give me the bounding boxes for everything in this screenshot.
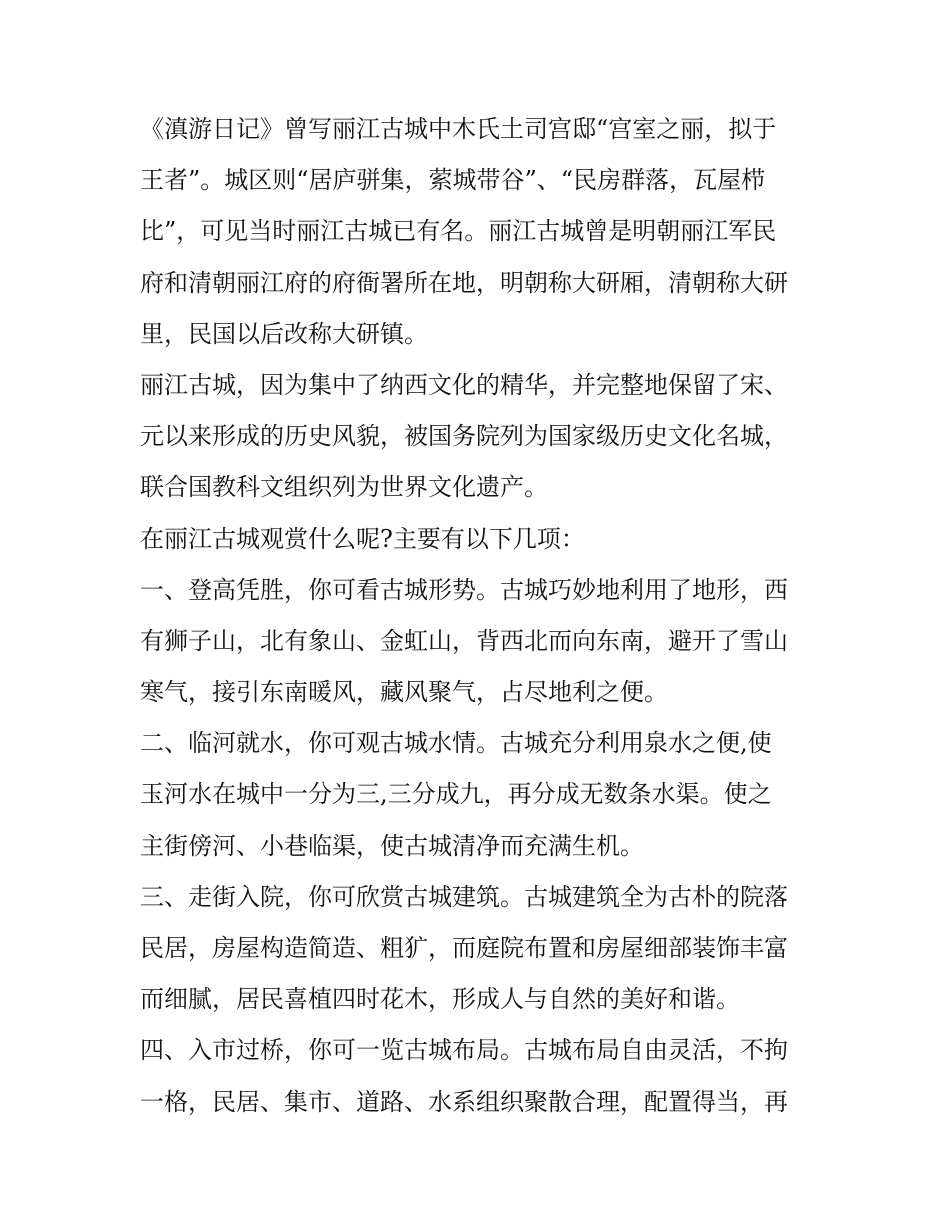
text-line: 里，民国以后改称大研镇。 [140,319,428,348]
text-line: 玉河水在城中一分为三,三分成九，再分成无数条水渠。使之 [140,780,772,809]
text-line: 民居，房屋构造简造、粗犷，而庭院布置和房屋细部装饰丰富 [140,934,788,962]
document-body [140,104,820,1128]
paragraph-item-one [140,565,820,719]
text-line: 一、登高凭胜，你可看古城形势。古城巧妙地利用了地形，西 [140,575,788,604]
text-line: 二、临河就水，你可观古城水情。古城充分利用泉水之便,使 [140,729,772,758]
text-line: 《滇游日记》曾写丽江古城中木氏土司宫邸“宫室之丽，拟于 [140,115,777,143]
text-line: 四、入市过桥，你可一览古城布局。古城布局自由灵活，不拘 [140,1036,788,1065]
paragraph-item-four [140,1025,820,1127]
text-line: 丽江古城，因为集中了纳西文化的精华，并完整地保留了宋、 [140,370,788,399]
text-line: 比”，可见当时丽江古城已有名。丽江古城曾是明朝丽江军民 [140,217,777,246]
text-line: 在丽江古城观赏什么呢?主要有以下几项： [140,524,585,553]
text-line: 主街傍河、小巷临渠，使古城清净而充满生机。 [140,831,644,860]
paragraph-history [140,104,820,360]
text-line: 一格，民居、集市、道路、水系组织聚散合理，配置得当，再 [140,1087,788,1116]
text-line: 寒气，接引东南暖风，藏风聚气，占尽地利之便。 [140,678,668,707]
text-line: 元以来形成的历史风貌，被国务院列为国家级历史文化名城， [140,422,788,451]
paragraph-item-two [140,718,820,872]
text-line: 府和清朝丽江府的府衙署所在地，明朝称大研厢，清朝称大研 [140,268,788,297]
text-line: 而细腻，居民喜植四时花木，形成人与自然的美好和谐。 [140,985,740,1014]
paragraph-heritage [140,360,820,514]
text-line: 有狮子山，北有象山、金虹山，背西北而向东南，避开了雪山 [140,626,788,655]
paragraph-item-three [140,872,820,1026]
paragraph-intro-question [140,514,820,565]
text-line: 王者”。城区则“居庐骈集，萦城带谷”、“民房群落，瓦屋栉 [140,166,766,195]
text-line: 三、走街入院，你可欣赏古城建筑。古城建筑全为古朴的院落 [140,882,788,911]
text-line: 联合国教科文组织列为世界文化遗产。 [140,473,548,502]
